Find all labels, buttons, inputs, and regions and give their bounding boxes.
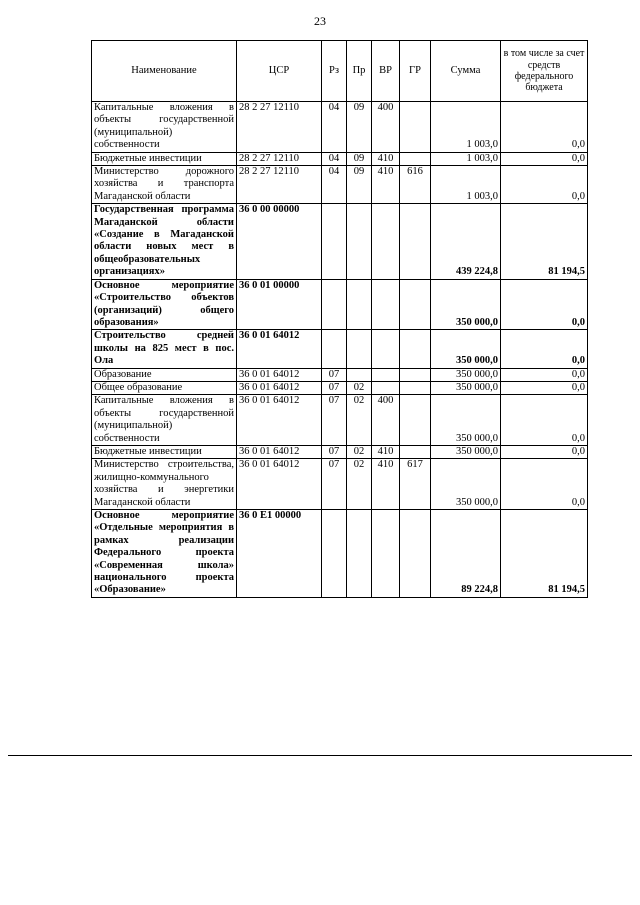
cell-name: Государственная программа Магаданской области «Создание в Магаданской области новых мест в общеобразовательных организациях»	[92, 204, 237, 279]
cell-gr	[400, 152, 431, 165]
cell-vr: 410	[372, 445, 400, 458]
cell-sum: 350 000,0	[431, 279, 501, 330]
cell-vr	[372, 279, 400, 330]
cell-rz: 04	[322, 166, 347, 204]
cell-name: Капитальные вложения в объекты государственной (муниципальной) собственности	[92, 102, 237, 153]
cell-csr: 28 2 27 12110	[237, 152, 322, 165]
page-divider	[8, 755, 632, 756]
cell-csr: 28 2 27 12110	[237, 102, 322, 153]
table-row	[92, 102, 588, 153]
cell-csr: 36 0 01 64012	[237, 330, 322, 368]
cell-name: Бюджетные инвестиции	[92, 445, 237, 458]
cell-federal: 0,0	[501, 330, 588, 368]
cell-csr: 36 0 01 64012	[237, 445, 322, 458]
cell-rz	[322, 510, 347, 598]
cell-pr: 09	[347, 152, 372, 165]
cell-federal: 0,0	[501, 102, 588, 153]
cell-name: Основное мероприятие «Отдельные мероприятия в рамках реализации Федерального проекта «Современная школа» национального проекта «Образование»	[92, 510, 237, 598]
cell-csr: 36 0 Е1 00000	[237, 510, 322, 598]
cell-federal: 0,0	[501, 166, 588, 204]
cell-csr: 36 0 01 64012	[237, 395, 322, 446]
cell-csr: 36 0 01 64012	[237, 368, 322, 381]
cell-gr: 616	[400, 166, 431, 204]
cell-pr: 02	[347, 395, 372, 446]
table-row	[92, 279, 588, 330]
cell-sum: 1 003,0	[431, 102, 501, 153]
cell-sum: 350 000,0	[431, 330, 501, 368]
cell-pr: 09	[347, 102, 372, 153]
cell-vr: 410	[372, 166, 400, 204]
cell-federal: 0,0	[501, 279, 588, 330]
cell-rz: 07	[322, 459, 347, 510]
table-row	[92, 166, 588, 204]
cell-sum: 350 000,0	[431, 368, 501, 381]
cell-pr: 02	[347, 445, 372, 458]
cell-federal: 0,0	[501, 459, 588, 510]
cell-vr	[372, 204, 400, 279]
cell-federal: 0,0	[501, 368, 588, 381]
header-rz: Рз	[322, 41, 347, 102]
table-row	[92, 459, 588, 510]
cell-sum: 89 224,8	[431, 510, 501, 598]
cell-rz: 07	[322, 368, 347, 381]
cell-csr: 36 0 00 00000	[237, 204, 322, 279]
cell-federal: 0,0	[501, 395, 588, 446]
table-row	[92, 445, 588, 458]
cell-gr: 617	[400, 459, 431, 510]
cell-vr: 400	[372, 395, 400, 446]
cell-vr	[372, 381, 400, 394]
cell-rz: 04	[322, 152, 347, 165]
cell-name: Образование	[92, 368, 237, 381]
cell-rz: 07	[322, 445, 347, 458]
cell-gr	[400, 395, 431, 446]
cell-sum: 350 000,0	[431, 459, 501, 510]
header-csr: ЦСР	[237, 41, 322, 102]
cell-federal: 81 194,5	[501, 204, 588, 279]
cell-csr: 28 2 27 12110	[237, 166, 322, 204]
cell-gr	[400, 510, 431, 598]
cell-rz: 07	[322, 395, 347, 446]
cell-pr	[347, 279, 372, 330]
cell-vr: 400	[372, 102, 400, 153]
table-row	[92, 510, 588, 598]
cell-pr: 09	[347, 166, 372, 204]
cell-rz	[322, 204, 347, 279]
header-vr: ВР	[372, 41, 400, 102]
cell-gr	[400, 330, 431, 368]
table-row	[92, 330, 588, 368]
cell-federal: 81 194,5	[501, 510, 588, 598]
cell-federal: 0,0	[501, 381, 588, 394]
cell-pr	[347, 330, 372, 368]
header-gr: ГР	[400, 41, 431, 102]
cell-gr	[400, 279, 431, 330]
cell-pr	[347, 204, 372, 279]
cell-rz: 04	[322, 102, 347, 153]
cell-gr	[400, 102, 431, 153]
cell-name: Бюджетные инвестиции	[92, 152, 237, 165]
cell-name: Министерство дорожного хозяйства и транспорта Магаданской области	[92, 166, 237, 204]
cell-rz	[322, 279, 347, 330]
cell-federal: 0,0	[501, 152, 588, 165]
cell-sum: 350 000,0	[431, 445, 501, 458]
cell-sum: 350 000,0	[431, 395, 501, 446]
budget-table	[91, 40, 588, 598]
cell-sum: 1 003,0	[431, 152, 501, 165]
cell-vr	[372, 368, 400, 381]
cell-csr: 36 0 01 64012	[237, 459, 322, 510]
cell-csr: 36 0 01 64012	[237, 381, 322, 394]
cell-name: Общее образование	[92, 381, 237, 394]
cell-name: Строительство средней школы на 825 мест в пос. Ола	[92, 330, 237, 368]
cell-vr	[372, 330, 400, 368]
cell-vr: 410	[372, 152, 400, 165]
page-number: 23	[314, 14, 326, 28]
cell-gr	[400, 368, 431, 381]
cell-rz: 07	[322, 381, 347, 394]
cell-pr: 02	[347, 381, 372, 394]
table-row	[92, 204, 588, 279]
cell-csr: 36 0 01 00000	[237, 279, 322, 330]
table-row	[92, 395, 588, 446]
table-row	[92, 368, 588, 381]
cell-name: Капитальные вложения в объекты государственной (муниципальной) собственности	[92, 395, 237, 446]
header-pr: Пр	[347, 41, 372, 102]
cell-sum: 1 003,0	[431, 166, 501, 204]
cell-pr	[347, 368, 372, 381]
header-sum: Сумма	[431, 41, 501, 102]
cell-gr	[400, 204, 431, 279]
cell-vr: 410	[372, 459, 400, 510]
cell-vr	[372, 510, 400, 598]
cell-sum: 350 000,0	[431, 381, 501, 394]
table-body	[92, 102, 588, 598]
header-name: Наименование	[92, 41, 237, 102]
table-row	[92, 152, 588, 165]
cell-name: Министерство строительства, жилищно-коммунального хозяйства и энергетики Магаданской области	[92, 459, 237, 510]
cell-rz	[322, 330, 347, 368]
cell-sum: 439 224,8	[431, 204, 501, 279]
table-row	[92, 381, 588, 394]
cell-federal: 0,0	[501, 445, 588, 458]
cell-pr	[347, 510, 372, 598]
cell-pr: 02	[347, 459, 372, 510]
cell-gr	[400, 381, 431, 394]
cell-gr	[400, 445, 431, 458]
table-header-row	[92, 41, 588, 102]
cell-name: Основное мероприятие «Строительство объектов (организаций) общего образования»	[92, 279, 237, 330]
header-federal: в том числе за счет средств федерального бюджета	[501, 41, 588, 102]
